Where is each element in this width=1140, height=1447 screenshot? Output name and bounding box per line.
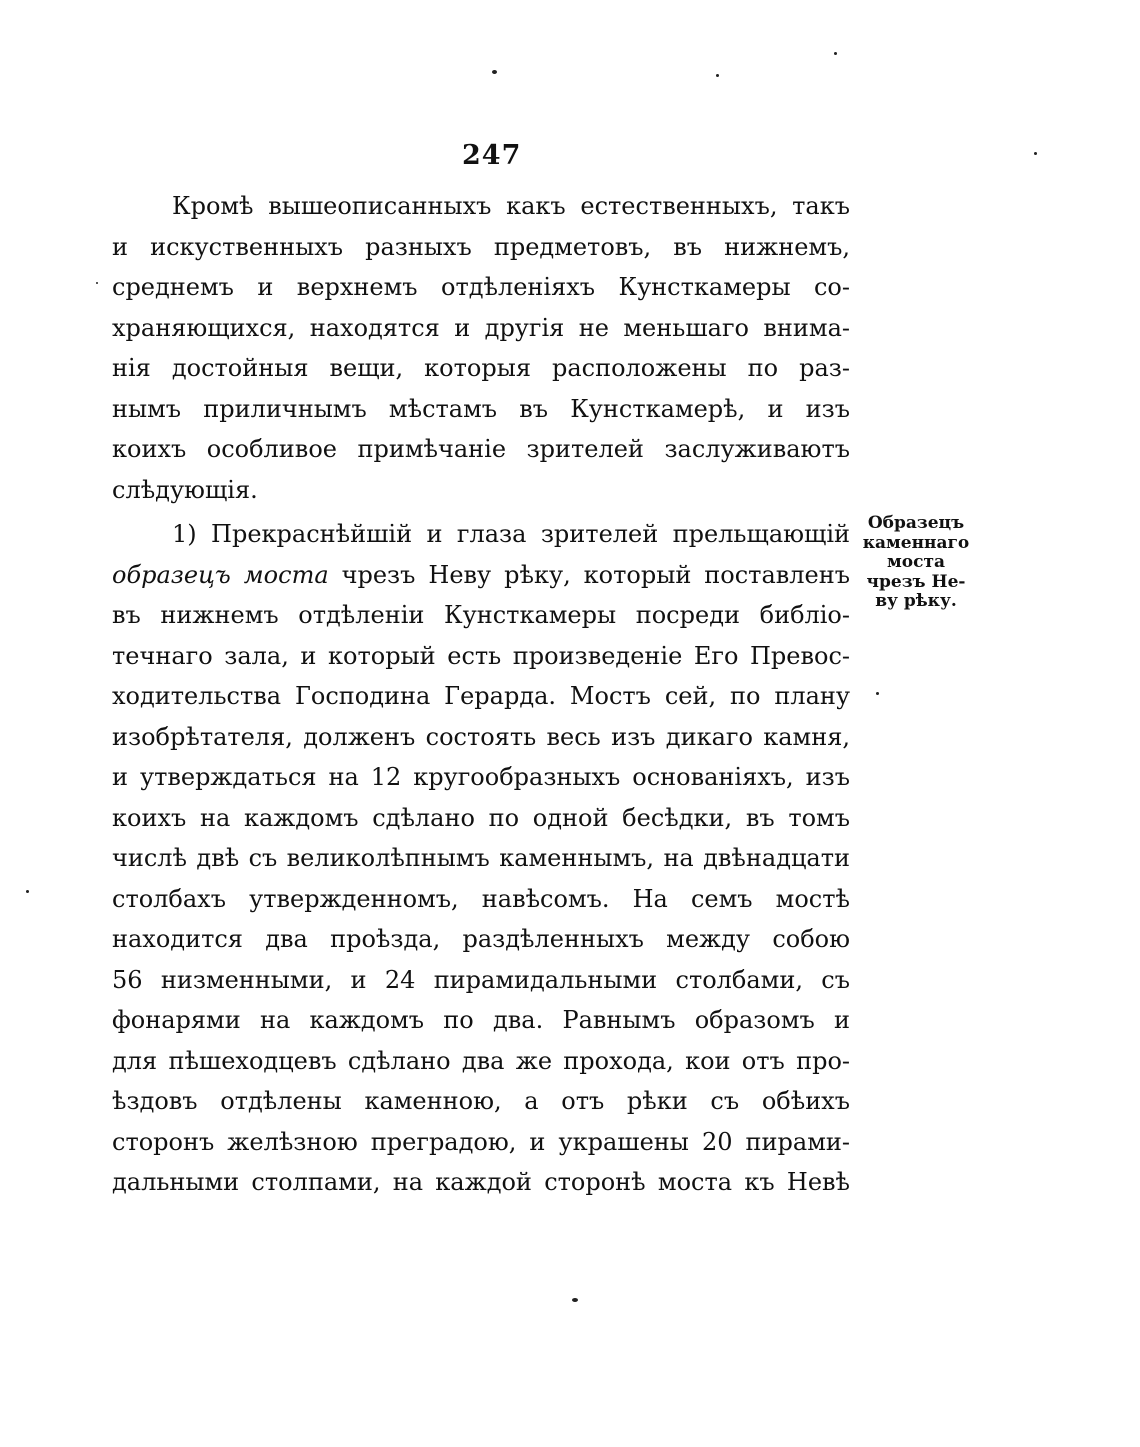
text-line: для пѣшеходцевъ сдѣлано два же прохода, кои отъ про-	[112, 1046, 850, 1075]
body-text	[112, 186, 850, 1203]
text-line: слѣдующія.	[112, 475, 258, 504]
paragraph-2	[112, 514, 850, 1203]
text-line: 56 низменными, и 24 пирамидальными столбами, съ	[112, 965, 850, 994]
text-line: и искуственныхъ разныхъ предметовъ, въ нижнемъ,	[112, 232, 850, 261]
text-line: нія достойныя вещи, которыя расположены по раз-	[112, 354, 850, 382]
scan-speck	[572, 1298, 578, 1302]
text-line: въ нижнемъ отдѣленіи Кунсткамеры посреди библіо-	[112, 601, 850, 629]
text-line: коихъ особливое примѣчаніе зрителей заслуживаютъ	[112, 435, 850, 463]
text-line: находится два проѣзда, раздѣленныхъ между собою	[112, 925, 850, 953]
scan-speck	[492, 70, 497, 74]
scan-speck	[96, 282, 98, 284]
scan-speck	[834, 52, 837, 55]
margin-note-line: Образецъ	[867, 513, 965, 533]
text-line: изобрѣтателя, долженъ состоять весь изъ дикаго камня,	[112, 722, 850, 751]
scan-speck	[26, 890, 29, 893]
scan-speck	[876, 692, 879, 695]
text-line: коихъ на каждомъ сдѣлано по одной бесѣдки, въ томъ	[112, 803, 850, 832]
margin-note-line: моста	[886, 552, 945, 572]
page-number: 247	[462, 140, 522, 171]
text-line: дальными столпами, на каждой сторонѣ моста къ Невѣ	[112, 1168, 850, 1196]
text-line	[112, 555, 850, 596]
text-line: храняющихся, находятся и другія не меньшаго внима-	[112, 313, 850, 342]
text-line: 1) Прекраснѣйшій и глаза зрителей прельщающій	[172, 520, 850, 548]
scan-speck	[1034, 152, 1037, 155]
scan-speck	[716, 74, 719, 77]
margin-note-line: чрезъ Не-	[866, 571, 966, 592]
text-line: и утверждаться на 12 кругообразныхъ основаніяхъ, изъ	[112, 763, 850, 791]
margin-note	[858, 514, 974, 612]
text-line: течнаго зала, и который есть произведеніе Его Превос-	[112, 641, 850, 670]
margin-note-line: ву рѣку.	[875, 591, 957, 611]
text-line: числѣ двѣ съ великолѣпнымъ каменнымъ, на двѣнадцати	[112, 844, 850, 872]
text-line: нымъ приличнымъ мѣстамъ въ Кунсткамерѣ, и изъ	[112, 394, 850, 423]
text-line: фонарями на каждомъ по два. Равнымъ образомъ и	[112, 1006, 850, 1034]
margin-note-line: каменнаго	[862, 532, 970, 553]
text-line: сторонъ желѣзною преградою, и украшены 20 пирами-	[112, 1127, 850, 1156]
text-segment: чрезъ Неву рѣку, который поставленъ	[328, 560, 850, 589]
text-line: Кромѣ вышеописанныхъ какъ естественныхъ, такъ	[172, 192, 850, 220]
text-line: ходительства Господина Герарда. Мостъ сей, по плану	[112, 682, 850, 710]
paragraph-1	[112, 186, 850, 510]
italic-phrase: образецъ моста	[112, 560, 329, 589]
text-line: среднемъ и верхнемъ отдѣленіяхъ Кунсткамеры со-	[112, 273, 850, 301]
text-line: столбахъ утвержденномъ, навѣсомъ. На семъ мостѣ	[112, 884, 850, 913]
text-line: ѣздовъ отдѣлены каменною, а отъ рѣки съ обѣихъ	[112, 1087, 850, 1115]
